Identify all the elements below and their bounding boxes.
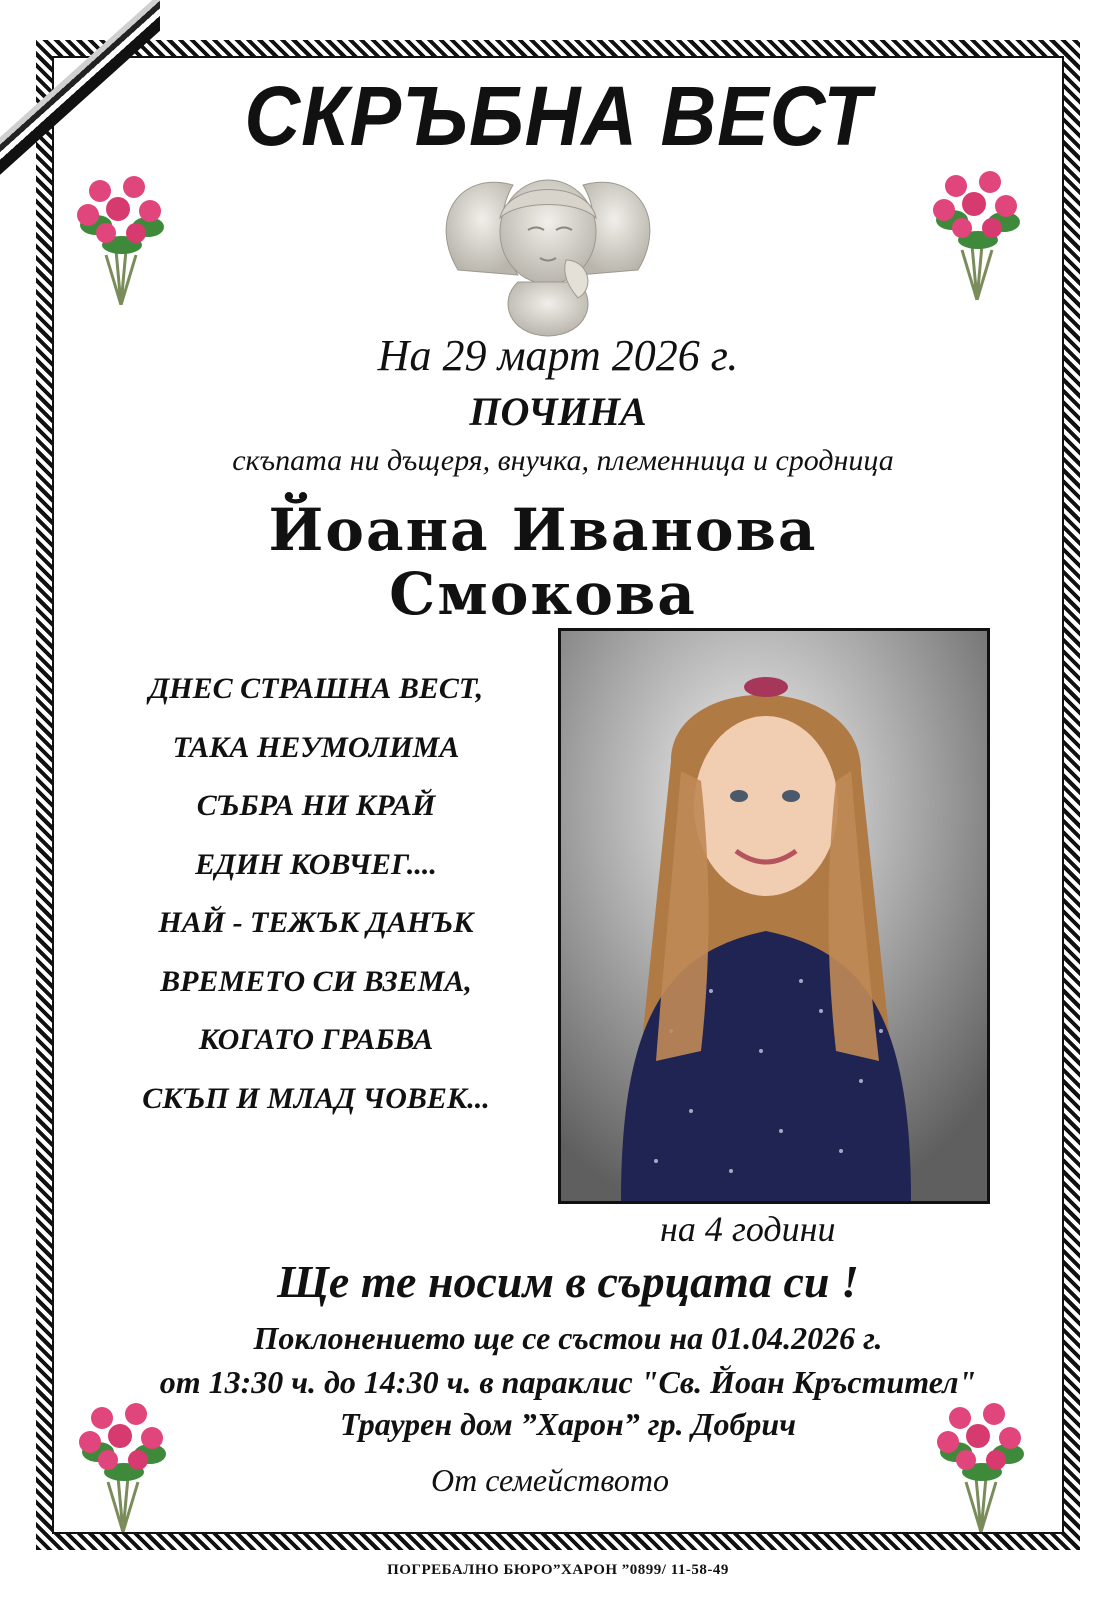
notice-title: СКРЪБНА ВЕСТ [244,69,872,163]
rose-bouquet-icon [66,165,176,305]
poem-line: НАЙ - ТЕЖЪК ДАНЪК [158,906,474,939]
ceremony-date: Поклонението ще се състои на 01.04.2026 г. [253,1320,883,1356]
poem-line: ТАКА НЕУМОЛИМА [172,730,460,764]
relation-line: скъпата ни дъщеря, внучка, племенница и сродница [232,444,894,477]
funeral-bureau-footer: ПОГРЕБАЛНО БЮРО”ХАРОН ”0899/ 11-58-49 [387,1562,729,1578]
poem-line: СКЪП И МЛАД ЧОВЕК... [142,1081,490,1115]
funeral-home: Траурен дом ”Харон” гр. Добрич [340,1406,796,1442]
ceremony-time-place: от 13:30 ч. до 14:30 ч. в параклис "Св. Йоан Кръстител" [159,1364,977,1400]
poem-line: ДНЕС СТРАШНА ВЕСТ, [148,672,484,705]
death-date: На 29 март 2026 г. [377,331,739,380]
poem-line: ЕДИН КОВЧЕГ.... [195,847,437,881]
poem-line: СЪБРА НИ КРАЙ [196,789,436,822]
poem-line: КОГАТО ГРАБВА [198,1023,434,1056]
rose-bouquet-icon [922,160,1032,300]
remembrance-line: Ще те носим в сърцата си ! [277,1256,859,1307]
from-family: От семейството [431,1462,669,1498]
poem-line: ВРЕМЕТО СИ ВЗЕМА, [160,964,472,998]
deceased-name-last: Смокова [389,560,697,628]
portrait-photo [558,628,990,1204]
deceased-name-first: Йоана Иванова [268,496,818,564]
angel-statue-icon [428,160,668,340]
age-caption: на 4 години [660,1209,836,1249]
poem [96,660,536,1128]
died-heading: ПОЧИНА [469,389,647,434]
